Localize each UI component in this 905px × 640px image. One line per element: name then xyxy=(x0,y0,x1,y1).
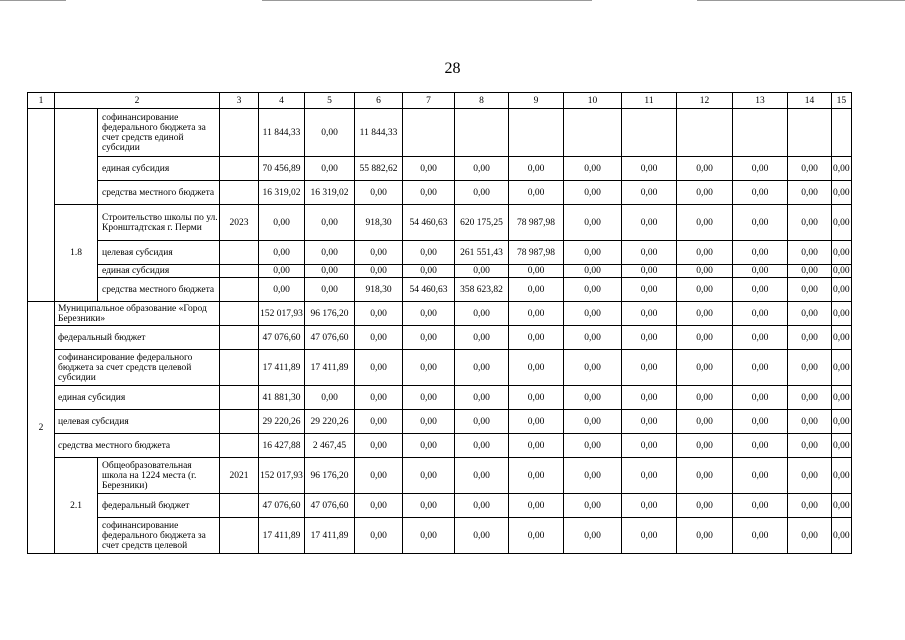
value-cell: 0,00 xyxy=(564,386,622,410)
value-cell: 0,00 xyxy=(677,205,733,241)
value-cell: 0,00 xyxy=(305,386,355,410)
year-cell xyxy=(220,157,259,181)
value-cell: 0,00 xyxy=(677,157,733,181)
column-header: 10 xyxy=(564,93,622,109)
value-cell: 0,00 xyxy=(355,350,403,386)
value-cell: 16 319,02 xyxy=(305,181,355,205)
value-cell: 0,00 xyxy=(832,494,852,518)
value-cell xyxy=(564,109,622,157)
value-cell: 47 076,60 xyxy=(259,326,305,350)
table-row xyxy=(28,350,852,386)
value-cell: 0,00 xyxy=(677,458,733,494)
value-cell: 0,00 xyxy=(788,278,832,302)
year-cell: 2021 xyxy=(220,458,259,494)
value-cell: 918,30 xyxy=(355,278,403,302)
value-cell: 0,00 xyxy=(509,386,564,410)
value-cell: 0,00 xyxy=(455,410,509,434)
row-label: единая субсидия xyxy=(98,265,220,278)
value-cell: 0,00 xyxy=(788,205,832,241)
value-cell: 0,00 xyxy=(509,278,564,302)
row-label: Строительство школы по ул. Кронштадтская г. Перми xyxy=(98,205,220,241)
value-cell: 0,00 xyxy=(832,278,852,302)
column-header: 4 xyxy=(259,93,305,109)
value-cell: 0,00 xyxy=(788,494,832,518)
value-cell: 0,00 xyxy=(305,278,355,302)
table-row xyxy=(28,518,852,554)
value-cell xyxy=(622,109,677,157)
value-cell: 0,00 xyxy=(509,434,564,458)
value-cell: 0,00 xyxy=(455,386,509,410)
top-edge-line xyxy=(0,0,66,1)
value-cell: 0,00 xyxy=(733,350,788,386)
value-cell: 0,00 xyxy=(564,350,622,386)
value-cell: 0,00 xyxy=(403,434,455,458)
value-cell: 96 176,20 xyxy=(305,458,355,494)
column-header: 15 xyxy=(832,93,852,109)
table-row xyxy=(28,458,852,494)
value-cell: 0,00 xyxy=(259,241,305,265)
year-cell xyxy=(220,518,259,554)
column-header: 1 xyxy=(28,93,55,109)
table-row xyxy=(28,157,852,181)
table-row xyxy=(28,494,852,518)
value-cell: 0,00 xyxy=(622,241,677,265)
column-header: 2 xyxy=(55,93,220,109)
value-cell: 0,00 xyxy=(733,458,788,494)
value-cell: 0,00 xyxy=(564,241,622,265)
value-cell: 0,00 xyxy=(509,265,564,278)
year-cell xyxy=(220,350,259,386)
value-cell: 0,00 xyxy=(622,302,677,326)
value-cell: 0,00 xyxy=(622,386,677,410)
table-row xyxy=(28,205,852,241)
value-cell: 0,00 xyxy=(509,410,564,434)
year-cell xyxy=(220,109,259,157)
year-cell xyxy=(220,386,259,410)
table-row xyxy=(28,434,852,458)
column-header: 11 xyxy=(622,93,677,109)
value-cell: 0,00 xyxy=(403,410,455,434)
value-cell: 2 467,45 xyxy=(305,434,355,458)
value-cell: 0,00 xyxy=(355,181,403,205)
value-cell: 918,30 xyxy=(355,205,403,241)
value-cell: 0,00 xyxy=(455,518,509,554)
value-cell: 70 456,89 xyxy=(259,157,305,181)
value-cell: 0,00 xyxy=(455,302,509,326)
value-cell: 47 076,60 xyxy=(305,494,355,518)
value-cell: 0,00 xyxy=(622,518,677,554)
value-cell: 0,00 xyxy=(455,494,509,518)
year-cell xyxy=(220,181,259,205)
value-cell: 0,00 xyxy=(733,241,788,265)
value-cell: 0,00 xyxy=(403,181,455,205)
value-cell: 0,00 xyxy=(733,278,788,302)
value-cell: 0,00 xyxy=(733,386,788,410)
value-cell: 620 175,25 xyxy=(455,205,509,241)
value-cell: 29 220,26 xyxy=(305,410,355,434)
row-label: Общеобразовательная школа на 1224 места (г. Березники) xyxy=(98,458,220,494)
value-cell: 0,00 xyxy=(355,494,403,518)
value-cell xyxy=(677,109,733,157)
value-cell: 0,00 xyxy=(622,326,677,350)
value-cell: 0,00 xyxy=(355,386,403,410)
year-cell xyxy=(220,434,259,458)
value-cell: 0,00 xyxy=(832,205,852,241)
year-cell xyxy=(220,265,259,278)
value-cell: 0,00 xyxy=(622,278,677,302)
value-cell: 0,00 xyxy=(733,181,788,205)
value-cell: 0,00 xyxy=(509,350,564,386)
value-cell: 0,00 xyxy=(403,386,455,410)
row-number-cell xyxy=(28,109,55,302)
page-number: 28 xyxy=(444,60,461,77)
row-label: федеральный бюджет xyxy=(55,326,220,350)
value-cell: 0,00 xyxy=(832,326,852,350)
value-cell: 0,00 xyxy=(403,518,455,554)
value-cell: 96 176,20 xyxy=(305,302,355,326)
value-cell: 55 882,62 xyxy=(355,157,403,181)
value-cell: 0,00 xyxy=(305,157,355,181)
value-cell: 0,00 xyxy=(509,157,564,181)
value-cell: 0,00 xyxy=(733,518,788,554)
row-label: целевая субсидия xyxy=(98,241,220,265)
value-cell: 0,00 xyxy=(564,458,622,494)
value-cell: 11 844,33 xyxy=(259,109,305,157)
row-label: средства местного бюджета xyxy=(98,181,220,205)
value-cell xyxy=(455,109,509,157)
value-cell: 0,00 xyxy=(832,410,852,434)
value-cell: 0,00 xyxy=(564,157,622,181)
value-cell: 0,00 xyxy=(455,181,509,205)
value-cell: 0,00 xyxy=(509,326,564,350)
sub-number-cell xyxy=(55,109,98,205)
value-cell: 0,00 xyxy=(403,326,455,350)
value-cell: 16 319,02 xyxy=(259,181,305,205)
value-cell: 0,00 xyxy=(733,205,788,241)
value-cell: 0,00 xyxy=(788,350,832,386)
value-cell xyxy=(832,109,852,157)
value-cell: 0,00 xyxy=(733,434,788,458)
column-header: 8 xyxy=(455,93,509,109)
table-row xyxy=(28,410,852,434)
value-cell: 0,00 xyxy=(622,265,677,278)
value-cell: 0,00 xyxy=(509,302,564,326)
value-cell: 0,00 xyxy=(355,434,403,458)
value-cell: 0,00 xyxy=(259,278,305,302)
value-cell: 0,00 xyxy=(509,518,564,554)
value-cell: 0,00 xyxy=(305,265,355,278)
value-cell: 0,00 xyxy=(403,265,455,278)
value-cell: 0,00 xyxy=(355,518,403,554)
budget-table xyxy=(27,92,852,554)
value-cell: 17 411,89 xyxy=(259,350,305,386)
value-cell: 0,00 xyxy=(564,302,622,326)
table-row xyxy=(28,109,852,157)
value-cell: 152 017,93 xyxy=(259,302,305,326)
value-cell: 0,00 xyxy=(677,302,733,326)
column-header: 6 xyxy=(355,93,403,109)
value-cell: 0,00 xyxy=(833,266,850,276)
value-cell: 0,00 xyxy=(622,458,677,494)
value-cell: 47 076,60 xyxy=(305,326,355,350)
value-cell: 0,00 xyxy=(677,434,733,458)
value-cell: 0,00 xyxy=(733,410,788,434)
row-label: единая субсидия xyxy=(98,157,220,181)
value-cell: 0,00 xyxy=(622,410,677,434)
value-cell: 0,00 xyxy=(403,458,455,494)
value-cell: 0,00 xyxy=(564,278,622,302)
value-cell: 0,00 xyxy=(509,458,564,494)
value-cell: 0,00 xyxy=(677,494,733,518)
value-cell: 0,00 xyxy=(622,157,677,181)
value-cell: 0,00 xyxy=(622,350,677,386)
value-cell: 0,00 xyxy=(788,181,832,205)
year-cell: 2023 xyxy=(220,205,259,241)
top-edge-line xyxy=(697,0,905,1)
row-label: софинансирование федерального бюджета за счет средств единой субсидии xyxy=(98,109,220,157)
row-label: софинансирование федерального бюджета за счет средств целевой субсидии xyxy=(55,350,220,386)
value-cell: 78 987,98 xyxy=(509,205,564,241)
value-cell: 0,00 xyxy=(455,458,509,494)
value-cell: 0,00 xyxy=(677,410,733,434)
value-cell: 0,00 xyxy=(677,386,733,410)
value-cell: 0,00 xyxy=(733,157,788,181)
row-label: единая субсидия xyxy=(55,386,220,410)
value-cell: 0,00 xyxy=(305,205,355,241)
value-cell: 0,00 xyxy=(455,265,509,278)
value-cell: 0,00 xyxy=(305,241,355,265)
value-cell: 54 460,63 xyxy=(403,278,455,302)
value-cell: 0,00 xyxy=(832,181,852,205)
value-cell: 261 551,43 xyxy=(455,241,509,265)
table-row xyxy=(28,278,852,302)
value-cell: 0,00 xyxy=(622,205,677,241)
row-label: федеральный бюджет xyxy=(98,494,220,518)
year-cell xyxy=(220,410,259,434)
value-cell: 0,00 xyxy=(403,350,455,386)
column-header: 3 xyxy=(220,93,259,109)
row-label: средства местного бюджета xyxy=(98,278,220,302)
column-header: 7 xyxy=(403,93,455,109)
value-cell xyxy=(403,109,455,157)
value-cell: 0,00 xyxy=(622,434,677,458)
value-cell: 0,00 xyxy=(788,434,832,458)
value-cell xyxy=(788,109,832,157)
value-cell: 0,00 xyxy=(677,241,733,265)
value-cell: 0,00 xyxy=(788,265,832,278)
value-cell: 0,00 xyxy=(355,326,403,350)
value-cell: 17 411,89 xyxy=(305,350,355,386)
value-cell: 0,00 xyxy=(564,326,622,350)
value-cell: 152 017,93 xyxy=(259,458,305,494)
value-cell: 0,00 xyxy=(455,434,509,458)
value-cell: 0,00 xyxy=(355,241,403,265)
value-cell: 0,00 xyxy=(403,494,455,518)
row-label: Муниципальное образование «Город Березники» xyxy=(55,302,220,326)
value-cell: 0,00 xyxy=(677,326,733,350)
value-cell: 0,00 xyxy=(403,157,455,181)
value-cell: 0,00 xyxy=(355,265,403,278)
value-cell: 0,00 xyxy=(259,205,305,241)
column-header: 14 xyxy=(788,93,832,109)
year-cell xyxy=(220,302,259,326)
table-row xyxy=(28,181,852,205)
value-cell: 29 220,26 xyxy=(259,410,305,434)
value-cell: 0,00 xyxy=(677,265,733,278)
value-cell xyxy=(509,109,564,157)
value-cell: 11 844,33 xyxy=(355,109,403,157)
value-cell: 0,00 xyxy=(832,518,852,554)
value-cell: 0,00 xyxy=(832,458,852,494)
value-cell: 0,00 xyxy=(788,157,832,181)
row-number-cell: 2 xyxy=(28,302,55,554)
value-cell: 47 076,60 xyxy=(259,494,305,518)
value-cell: 0,00 xyxy=(733,265,788,278)
value-cell: 54 460,63 xyxy=(403,205,455,241)
row-label: целевая субсидия xyxy=(55,410,220,434)
table-row xyxy=(28,326,852,350)
value-cell: 0,00 xyxy=(355,410,403,434)
value-cell: 0,00 xyxy=(403,302,455,326)
value-cell xyxy=(733,109,788,157)
value-cell: 0,00 xyxy=(564,265,622,278)
value-cell: 0,00 xyxy=(832,350,852,386)
value-cell: 0,00 xyxy=(622,181,677,205)
value-cell: 0,00 xyxy=(788,326,832,350)
value-cell: 0,00 xyxy=(509,494,564,518)
value-cell: 0,00 xyxy=(832,434,852,458)
value-cell: 0,00 xyxy=(403,241,455,265)
column-header: 12 xyxy=(677,93,733,109)
value-cell: 0,00 xyxy=(788,241,832,265)
value-cell: 0,00 xyxy=(509,181,564,205)
value-cell: 358 623,82 xyxy=(455,278,509,302)
table-row xyxy=(28,302,852,326)
column-header: 13 xyxy=(733,93,788,109)
row-label: софинансирование федерального бюджета за счет средств целевой xyxy=(98,518,220,554)
value-cell: 0,00 xyxy=(832,386,852,410)
value-cell: 0,00 xyxy=(622,494,677,518)
header-row xyxy=(28,93,852,109)
value-cell: 0,00 xyxy=(564,434,622,458)
value-cell: 0,00 xyxy=(788,518,832,554)
value-cell: 0,00 xyxy=(455,326,509,350)
column-header: 5 xyxy=(305,93,355,109)
value-cell: 17 411,89 xyxy=(305,518,355,554)
value-cell: 0,00 xyxy=(788,386,832,410)
value-cell: 0,00 xyxy=(564,181,622,205)
value-cell: 0,00 xyxy=(677,350,733,386)
value-cell: 0,00 xyxy=(677,181,733,205)
sub-number-cell: 1.8 xyxy=(55,205,98,302)
value-cell: 0,00 xyxy=(733,326,788,350)
value-cell: 0,00 xyxy=(832,241,852,265)
value-cell: 0,00 xyxy=(677,278,733,302)
value-cell: 0,00 xyxy=(677,518,733,554)
table-row xyxy=(28,386,852,410)
year-cell xyxy=(220,494,259,518)
table-row xyxy=(28,265,852,278)
value-cell: 0,00 xyxy=(832,302,852,326)
value-cell: 41 881,30 xyxy=(259,386,305,410)
value-cell: 0,00 xyxy=(733,494,788,518)
value-cell: 0,00 xyxy=(788,410,832,434)
table-row xyxy=(28,241,852,265)
year-cell xyxy=(220,278,259,302)
value-cell: 0,00 xyxy=(564,518,622,554)
value-cell: 0,00 xyxy=(832,157,852,181)
value-cell: 16 427,88 xyxy=(259,434,305,458)
value-cell: 0,00 xyxy=(788,302,832,326)
value-cell: 0,00 xyxy=(259,265,305,278)
value-cell: 78 987,98 xyxy=(509,241,564,265)
value-cell: 17 411,89 xyxy=(259,518,305,554)
value-cell: 0,00 xyxy=(733,302,788,326)
value-cell: 0,00 xyxy=(564,410,622,434)
value-cell: 0,00 xyxy=(788,458,832,494)
sub-number-cell: 2.1 xyxy=(55,458,98,554)
year-cell xyxy=(220,326,259,350)
row-label: средства местного бюджета xyxy=(55,434,220,458)
value-cell: 0,00 xyxy=(564,205,622,241)
value-cell: 0,00 xyxy=(564,494,622,518)
value-cell: 0,00 xyxy=(455,157,509,181)
value-cell: 0,00 xyxy=(305,109,355,157)
value-cell: 0,00 xyxy=(355,302,403,326)
top-edge-line xyxy=(262,0,592,1)
value-cell: 0,00 xyxy=(455,350,509,386)
year-cell xyxy=(220,241,259,265)
column-header: 9 xyxy=(509,93,564,109)
value-cell: 0,00 xyxy=(355,458,403,494)
